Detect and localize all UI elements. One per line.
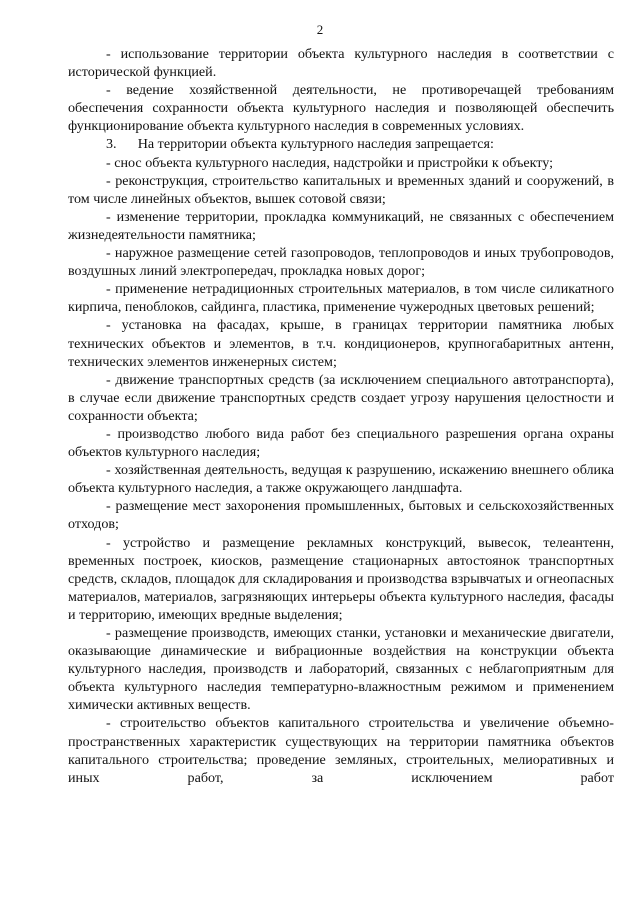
- paragraph-1: - использование территории объекта культурного наследия в соответствии с исторической функцией.: [68, 46, 614, 81]
- paragraph-16: - строительство объектов капитального строительства и увеличение объемно-пространственных характеристик существующих на территории памятника объектов капитального строительства; проведение земляных, строительных, мелиоративных и иных работ, за исключением работ: [68, 715, 614, 786]
- paragraph-6: - изменение территории, прокладка коммуникаций, не связанных с обеспечением жизнедеятельности памятника;: [68, 208, 614, 243]
- paragraph-9: - установка на фасадах, крыше, в границах территории памятника любых технических объектов и элементов, в т.ч. кондиционеров, крупногабаритных антенн, технических элементов инженерных систем;: [68, 317, 614, 370]
- paragraph-4: - снос объекта культурного наследия, надстройки и пристройки к объекту;: [106, 154, 554, 171]
- document-body: [68, 45, 614, 787]
- paragraph-12: - хозяйственная деятельность, ведущая к разрушению, искажению внешнего облика объекта культурного наследия, а также окружающего ландшафта.: [68, 462, 614, 497]
- paragraph-13: - размещение мест захоронения промышленных, бытовых и сельскохозяйственных отходов;: [68, 498, 614, 533]
- paragraph-15: - размещение производств, имеющих станки, установки и механические двигатели, оказывающие динамические и вибрационные воздействия на конструкции объекта культурного наследия, производств и лабораторий, связанных с неблагоприятным для объекта культурного наследия температурно-влажностным режимом и применением химически активных веществ.: [68, 625, 614, 714]
- paragraph-14: - устройство и размещение рекламных конструкций, вывесок, телеантенн, временных построек, киосков, размещение стационарных автостоянок транспортных средств, складов, площадок для складирования и производства взрывчатых и огнеопасных материалов, материалов, загрязняющих интерьеры объекта культурного наследия, фасады и территорию, имеющих вредные выделения;: [68, 534, 614, 623]
- paragraph-11: - производство любого вида работ без специального разрешения органа охраны объектов культурного наследия;: [68, 425, 614, 461]
- section-3-heading: 3. На территории объекта культурного наследия запрещается:: [106, 136, 494, 153]
- paragraph-7: - наружное размещение сетей газопроводов, теплопроводов и иных трубопроводов, воздушных линий электропередач, прокладка новых дорог;: [68, 245, 614, 280]
- paragraph-2: - ведение хозяйственной деятельности, не противоречащей требованиям обеспечения сохранности объекта культурного наследия и позволяющей обеспечить функционирование объекта культурного наследия в современных условиях.: [68, 82, 614, 135]
- page-number: 2: [316, 22, 324, 37]
- paragraph-5: - реконструкция, строительство капитальных и временных зданий и сооружений, в том числе линейных объектов, вышек сотовой связи;: [68, 172, 614, 207]
- paragraph-8: - применение нетрадиционных строительных материалов, в том числе силикатного кирпича, пеноблоков, сайдинга, пластика, применение чужеродных цветовых решений;: [68, 281, 614, 316]
- paragraph-10: - движение транспортных средств (за исключением специального автотранспорта), в случае если движение транспортных средств создает угрозу нарушения целостности и сохранности объекта;: [68, 371, 614, 424]
